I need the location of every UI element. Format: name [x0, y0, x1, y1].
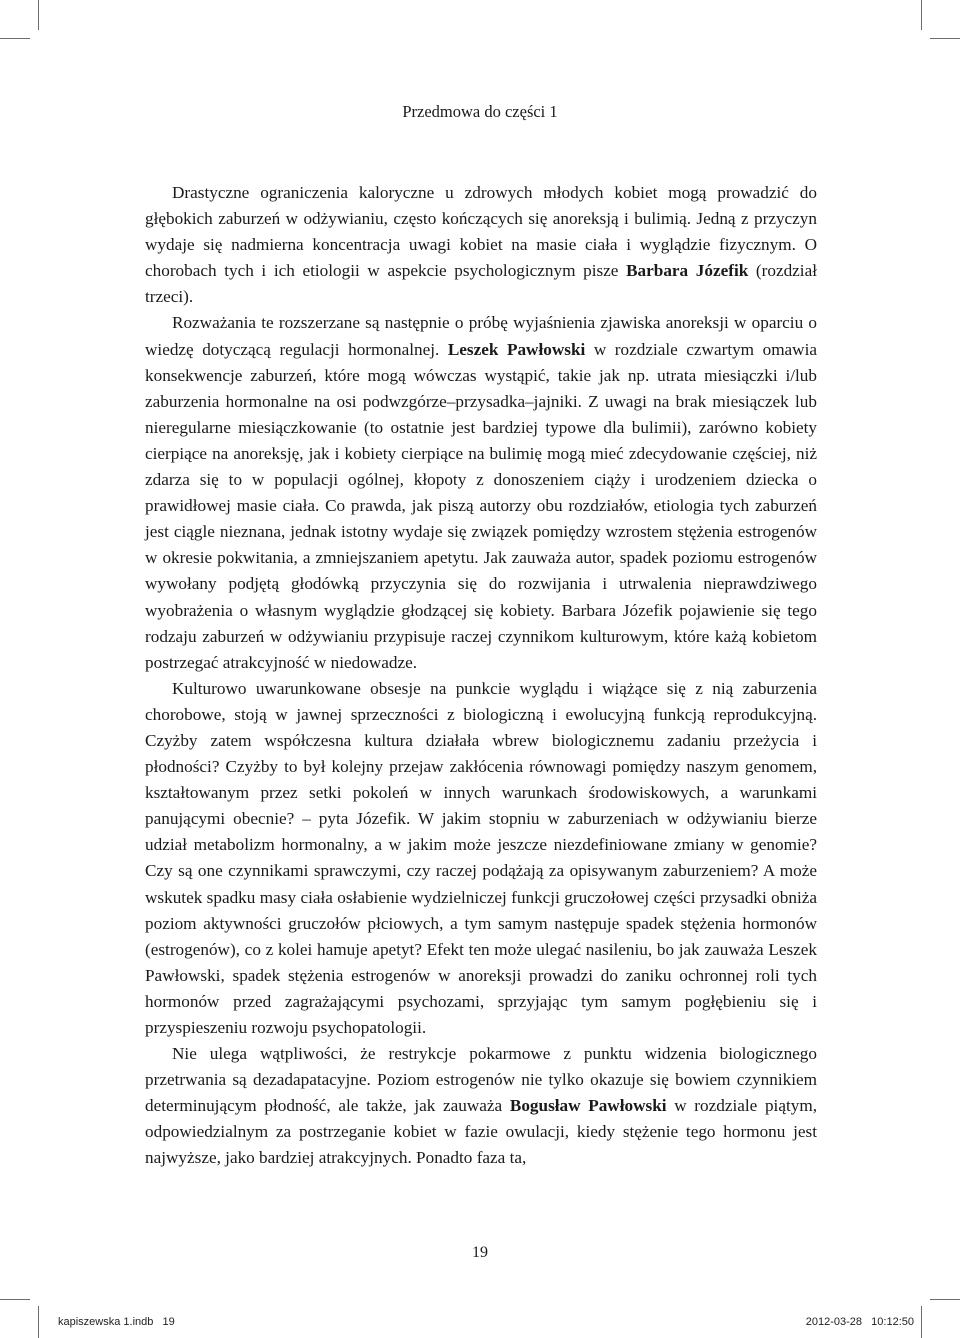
paragraph — [145, 1041, 817, 1171]
crop-mark-top-left-vertical — [38, 0, 39, 30]
paragraph — [145, 180, 817, 310]
body-text — [145, 180, 817, 1172]
text-run: Drastyczne ograniczenia kaloryczne u zdrowych młodych kobiet mogą prowadzić do głębokich zaburzeń w odżywianiu, często kończących się anoreksją i bulimią. Jedną z przyczyn wydaje się nadmierna koncentracja uwagi kobiet na masie ciała i wyglądzie fizycznym. O chorobach tych i ich etiologii w aspekcie psychologicznym pisze — [145, 183, 817, 281]
text-run: Rozważania te rozszerzane są następnie o próbę wyjaśnienia zjawiska anoreksji w oparciu o wiedzę dotyczącą regulacji hormonalnej. — [145, 313, 817, 359]
paragraph — [145, 310, 817, 675]
author-name: Barbara Józefik — [626, 261, 749, 281]
slug-file: kapiszewska 1.indb 19 — [58, 1316, 175, 1328]
text-run: Kulturowo uwarunkowane obsesje na punkcie wyglądu i wiążące się z nią zaburzenia chorobowe, stoją w jawnej sprzeczności z biologiczną i ewolucyjną funkcją reprodukcyjną. Czyżby zatem współczesna kultura działała wbrew biologicznemu zadaniu przeżycia i płodności? Czyżby to był kolejny przejaw zakłócenia równowagi pomiędzy naszym genomem, kształtowanym przez setki pokoleń w innych warunkach środowiskowych, a warunkami panującymi obecnie? – pyta Józefik. W jakim stopniu w zaburzeniach w odżywianiu bierze udział metabolizm hormonalny, a w jakim może jeszcze niezdefiniowane zmiany w genomie? Czy są one czynnikami sprawczymi, czy raczej podążają za opisywanym zaburzeniem? A może wskutek spadku masy ciała osłabienie wydzielniczej funkcji gruczołowej części przysadki obniża poziom aktywności gruczołów płciowych, a tym samym następuje spadek stężenia hormonów (estrogenów), co z kolei hamuje apetyt? Efekt ten może ulegać nasileniu, bo jak zauważa Leszek Pawłowski, spadek stężenia estrogenów w anoreksji prowadzi do zaniku ochronnej roli tych hormonów przed zagrażającymi psychozami, sprzyjając tym samym pogłębieniu się i przyspieszeniu rozwoju psychopatologii. — [145, 678, 817, 1037]
crop-mark-top-right-horizontal — [930, 38, 960, 39]
author-name: Leszek Pawłowski — [447, 339, 586, 359]
paragraph — [145, 676, 817, 1041]
crop-mark-bottom-left-vertical — [38, 1306, 39, 1338]
text-run: w rozdziale piątym, odpowiedzialnym za postrzeganie kobiet w fazie owulacji, kiedy stężenie tego hormonu jest najwyższe, jako bardziej atrakcyjnych. Ponadto faza ta, — [145, 1096, 817, 1168]
crop-mark-top-right-vertical — [921, 0, 922, 30]
text-run: (rozdział trzeci). — [145, 261, 817, 307]
page-number: 19 — [472, 1244, 488, 1261]
crop-mark-bottom-right-horizontal — [930, 1299, 960, 1300]
crop-mark-bottom-right-vertical — [921, 1306, 922, 1338]
text-run: Nie ulega wątpliwości, że restrykcje pokarmowe z punktu widzenia biologicznego przetrwania są dezadapatacyjne. Poziom estrogenów nie tylko okazuje się bowiem czynnikiem determinującym płodność, ale także, jak zauważa — [145, 1044, 817, 1116]
running-head: Przedmowa do części 1 — [402, 102, 558, 121]
slug-date: 2012-03-28 10:12:50 — [805, 1316, 914, 1328]
crop-mark-top-left-horizontal — [0, 38, 30, 39]
author-name: Bogusław Pawłowski — [509, 1096, 667, 1116]
crop-mark-bottom-left-horizontal — [0, 1299, 30, 1300]
text-run: w rozdziale czwartym omawia konsekwencje zaburzeń, które mogą wówczas wystąpić, takie jak np. utrata miesiączki i/lub zaburzenia hormonalne na osi podwzgórze–przysadka–jajniki. Z uwagi na brak miesiączek lub nieregularne miesiączkowanie (to ostatnie jest bardziej typowe dla bulimii), zarówno kobiety cierpiące na anoreksję, jak i kobiety cierpiące na bulimię mogą mieć zdecydowanie częściej, niż zdarza się to w populacji ogólnej, kłopoty z donoszeniem ciąży i urodzeniem dziecka o prawidłowej masie ciała. Co prawda, jak piszą autorzy obu rozdziałów, etiologia tych zaburzeń jest ciągle nieznana, jednak istotny wydaje się związek pomiędzy wzrostem stężenia estrogenów w okresie pokwitania, a zmniejszaniem apetytu. Jak zauważa autor, spadek poziomu estrogenów wywołany podjętą głodówką przyczynia się do rozwijania i utrwalenia nieprawdziwego wyobrażenia o własnym wyglądzie głodzącej się kobiety. Barbara Józefik pojawienie się tego rodzaju zaburzeń w odżywianiu przypisuje raczej czynnikom kulturowym, które każą kobietom postrzegać atrakcyjność w niedowadze. — [145, 339, 818, 672]
